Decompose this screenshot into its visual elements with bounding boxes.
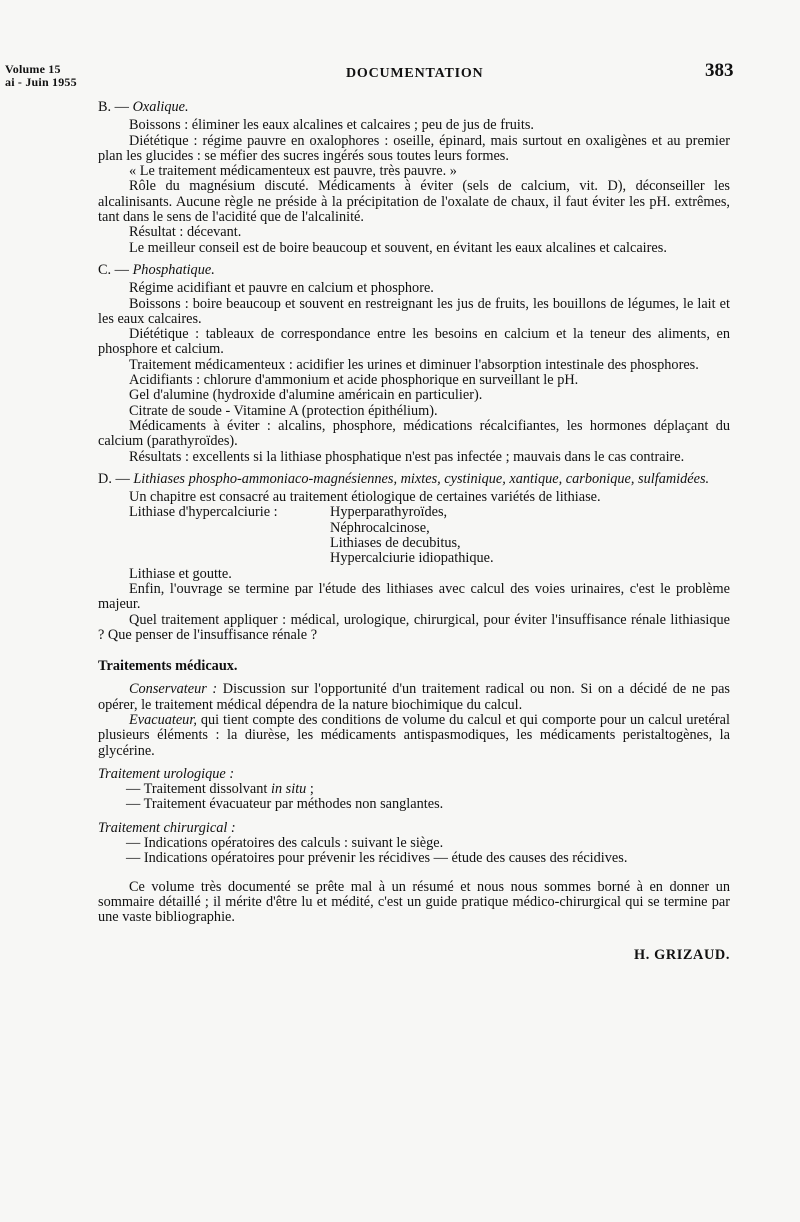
conclusion-paragraph: Ce volume très documenté se prête mal à un résumé et nous nous sommes borné à en donner un sommaire détaillé ; il mérite d'être lu et médité, c'est un guide pratique médico-chirurgical qui se termine par une vaste bibliographie.	[98, 878, 730, 926]
lithiase-list	[129, 505, 730, 566]
author-signature: H. GRIZAUD.	[634, 946, 730, 963]
paragraph: Le meilleur conseil est de boire beaucoup et souvent, en évitant les eaux alcalines et calcaires.	[129, 239, 667, 256]
paragraph: Boissons : éliminer les eaux alcalines et calcaires ; peu de jus de fruits.	[129, 117, 534, 134]
list-item: — Traitement dissolvant in situ ;	[126, 781, 314, 798]
list-item: — Traitement évacuateur par méthodes non sanglantes.	[126, 796, 444, 813]
list-item: — Indications opératoires pour prévenir les récidives — étude des causes des récidives.	[126, 850, 628, 867]
evacuateur-paragraph: Evacuateur, qui tient compte des conditions de volume du calcul et qui comporte pour un calcul uretéral plusieurs éléments : la diurèse, les médicaments antispasmodiques, les médicaments peristaltogènes, la glycérine.	[98, 711, 730, 759]
section-c-heading: C. — Phosphatique.	[98, 261, 215, 278]
lithiase-label: Lithiase d'hypercalciurie :	[129, 504, 278, 521]
paragraph: Quel traitement appliquer : médical, urologique, chirurgical, pour éviter l'insuffisance rénale lithiasique ? Que penser de l'insuffisance rénale ?	[98, 611, 730, 643]
paragraph: Citrate de soude - Vitamine A (protection épithélium).	[129, 402, 438, 419]
list-item: — Indications opératoires des calculs : suivant le siège.	[126, 835, 444, 852]
paragraph: Diététique : tableaux de correspondance entre les besoins en calcium et la teneur des aliments, en phosphore et calcium.	[98, 326, 730, 358]
list-item: Lithiases de decubitus,	[330, 535, 461, 552]
paragraph: Résultats : excellents si la lithiase phosphatique n'est pas infectée ; mauvais dans le cas contraire.	[129, 448, 685, 465]
list-item: Néphrocalcinose,	[330, 519, 430, 536]
list-item: Hypercalciurie idiopathique.	[330, 550, 494, 567]
paragraph: Un chapitre est consacré au traitement étiologique de certaines variétés de lithiase.	[129, 489, 601, 506]
paragraph: Régime acidifiant et pauvre en calcium et phosphore.	[129, 280, 434, 297]
paragraph: Boissons : boire beaucoup et souvent en restreignant les jus de fruits, les bouillons de légumes, le lait et les eaux calcaires.	[98, 295, 730, 327]
conservateur-paragraph: Conservateur : Discussion sur l'opportunité d'un traitement radical ou non. Si on a décidé de ne pas opérer, le traitement médical dépendra de la nature biochimique du calcul.	[98, 681, 730, 713]
chirurgical-heading: Traitement chirurgical :	[98, 819, 236, 836]
traitements-heading: Traitements médicaux.	[98, 658, 238, 675]
list-item: Hyperparathyroïdes,	[330, 504, 448, 521]
volume-label: Volume 15	[5, 62, 61, 76]
urologique-heading: Traitement urologique :	[98, 765, 235, 782]
issue-label: ai - Juin 1955	[5, 75, 77, 89]
paragraph: Traitement médicamenteux : acidifier les urines et diminuer l'absorption intestinale des phosphores.	[129, 356, 699, 373]
quote: « Le traitement médicamenteux est pauvre, très pauvre. »	[129, 163, 457, 180]
paragraph: Résultat : décevant.	[129, 224, 242, 241]
section-b-heading: B. — Oxalique.	[98, 99, 189, 115]
paragraph: Médicaments à éviter : alcalins, phosphore, médications récalcifiantes, les hormones déplaçant du calcium (parathyroïdes).	[98, 417, 730, 450]
paragraph: Rôle du magnésium discuté. Médicaments à éviter (sels de calcium, vit. D), déconseiller les alcalinisants. Aucune règle ne préside à la précipitation de l'oxalate de chaux, il faut éviter les pH. extrêmes, tant dans le sens de l'acidité que de l'alcalinité.	[98, 178, 730, 226]
article-body	[98, 100, 730, 963]
paragraph: Enfin, l'ouvrage se termine par l'étude des lithiases avec calcul des voies urinaires, c'est le problème majeur.	[98, 580, 730, 613]
paragraph: Gel d'alumine (hydroxide d'alumine américain en particulier).	[129, 387, 483, 404]
page-number: 383	[705, 60, 734, 81]
paragraph: Lithiase et goutte.	[129, 565, 232, 582]
lithiase-items	[330, 505, 494, 566]
running-header-left	[5, 63, 77, 89]
section-d-heading: D. — Lithiases phospho-ammoniaco-magnésiennes, mixtes, cystinique, xantique, carbonique, sulfamidées.	[98, 470, 710, 487]
paragraph: Diététique : régime pauvre en oxalophores : oseille, épinard, mais surtout en oxaligènes et au premier plan les glucides : se méfier des sucres ingérés sous toutes leurs formes.	[98, 132, 730, 164]
paragraph: Acidifiants : chlorure d'ammonium et acide phosphorique en surveillant le pH.	[129, 372, 579, 389]
section-title: DOCUMENTATION	[346, 66, 484, 81]
